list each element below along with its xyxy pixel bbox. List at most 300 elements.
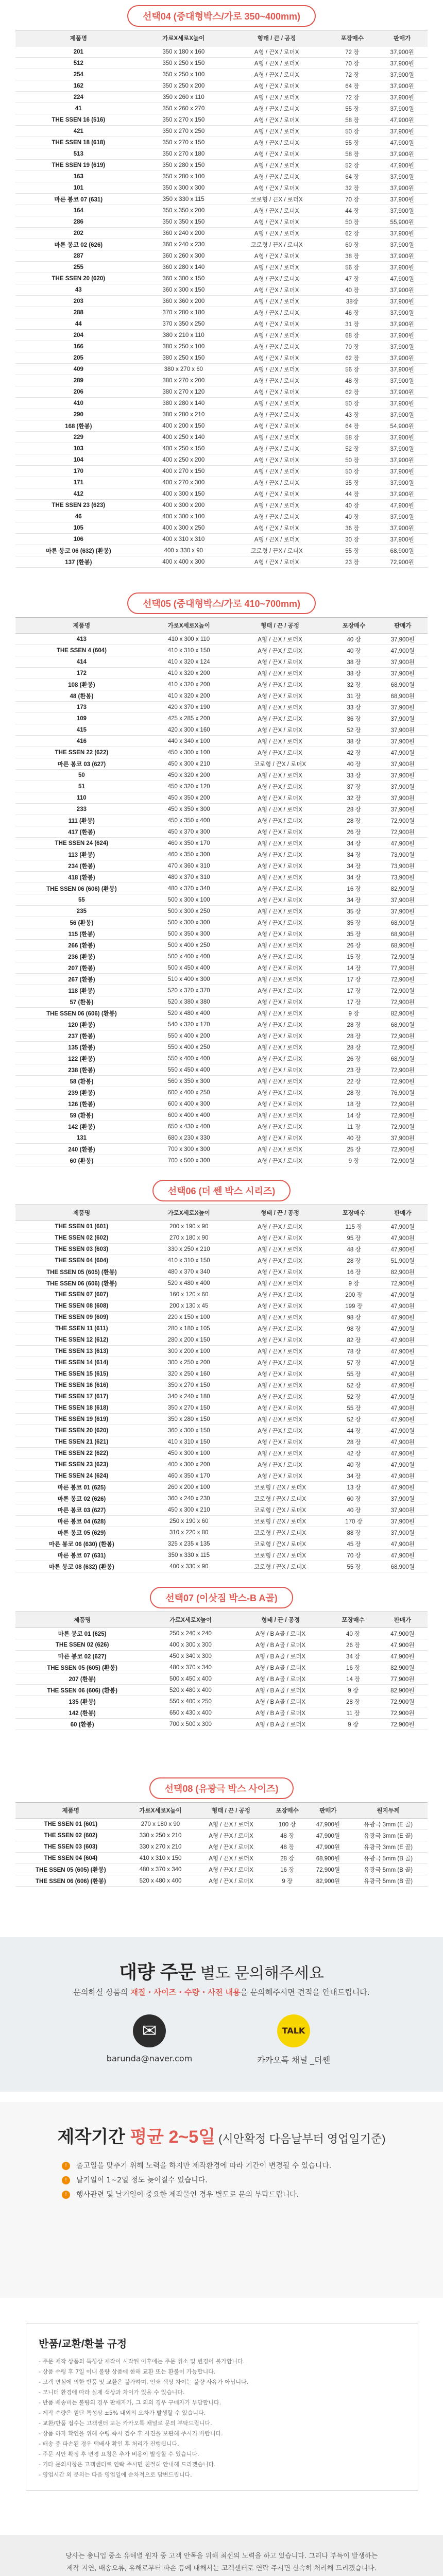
table-cell: A형 / 끈X / 로더X (226, 69, 328, 80)
table-cell: 70 장 (330, 1550, 378, 1561)
table-row (15, 1255, 428, 1266)
policy-line: - 주문 시안 확정 후 변경 요청은 추가 비용이 발생할 수 있습니다. (39, 2451, 199, 2458)
table-cell: 60 장 (328, 239, 377, 250)
product-name-cell: THE SSEN 19 (619) (15, 160, 142, 171)
table-cell: 460 x 350 x 170 (148, 838, 230, 849)
product-name-cell: 233 (15, 804, 148, 815)
table-cell: 340 x 240 x 180 (148, 1391, 230, 1402)
table-row (15, 80, 428, 92)
table-cell: 450 x 350 x 200 (148, 792, 230, 804)
table-cell: 420 x 370 x 190 (148, 702, 230, 713)
table-section-04 (0, 0, 443, 566)
footer-text (0, 2550, 443, 2576)
table-cell: 72,900원 (378, 1098, 428, 1110)
product-name-cell: 173 (15, 702, 148, 713)
table-cell: 350 x 250 x 150 (142, 58, 226, 69)
table-cell: 78 장 (330, 1346, 378, 1357)
column-header: 제품명 (15, 618, 148, 634)
table-cell: 37,900원 (377, 126, 428, 137)
column-header: 판매가 (378, 1205, 428, 1221)
table-row (15, 838, 428, 849)
table-cell: 52 장 (328, 443, 377, 454)
table-cell: A형 / 끈X / 로더X (226, 228, 328, 239)
table-cell: 35 장 (328, 477, 377, 488)
table-cell: 410 x 320 x 124 (148, 656, 230, 668)
product-name-cell: 287 (15, 250, 142, 262)
table-row (15, 1841, 428, 1853)
table-cell: 40 장 (329, 1628, 378, 1639)
note-text: 행사관련 및 날기일이 중요한 제작물인 경우 별도로 문의 부탁드립니다. (76, 2191, 299, 2199)
table-row (15, 860, 428, 872)
table-header-row (15, 1803, 428, 1819)
table-cell: 56 장 (328, 262, 377, 273)
table-row (15, 1053, 428, 1064)
table-row (15, 1425, 428, 1436)
product-name-cell: THE SSEN 16 (516) (15, 114, 142, 126)
table-cell: 62 장 (328, 228, 377, 239)
table-row (15, 92, 428, 103)
table-section-08 (0, 1772, 443, 1885)
table-cell: 400 x 300 x 200 (142, 500, 226, 511)
table-cell: A형 / 끈X / 로더X (226, 273, 328, 284)
note-text: 출고일을 맞추기 위해 노력을 하지만 제작환경에 따라 기간이 변경될 수 있습니다. (76, 2162, 332, 2170)
table-cell: 31 장 (328, 318, 377, 330)
table-cell: 60 장 (330, 1493, 378, 1504)
footer-line: 당사는 총니업 중소 유해별 원자 중 고객 안목을 위해 최선의 노력을 하고 있습니다. 그러나 부득이 발생하는 (65, 2552, 378, 2560)
table-cell: 47,900원 (378, 1550, 428, 1561)
table-row (15, 250, 428, 262)
table-cell: 400 x 270 x 150 (142, 466, 226, 477)
table-cell: 36 장 (330, 713, 378, 724)
table-row (15, 1853, 428, 1864)
table-cell: A형 / 끈X / 로더X (230, 883, 330, 894)
table-row (15, 1696, 428, 1707)
table-cell: 47,900원 (378, 1221, 428, 1232)
table-cell: A형 / 끈X / 로더X (230, 951, 330, 962)
section-title-pill: 선택07 (이삿짐 박스-B A골) (150, 1587, 293, 1608)
table-cell: A형 / 끈X / 로더X (230, 906, 330, 917)
table-cell: 26 장 (330, 940, 378, 951)
table-row (15, 1312, 428, 1323)
table-cell: A형 / 끈X / 로더X (230, 702, 330, 713)
table-cell: 360 x 240 x 230 (142, 239, 226, 250)
table-cell: A형 / 끈X / 로더X (230, 679, 330, 690)
table-cell: 52 장 (330, 1380, 378, 1391)
table-cell: 28 장 (330, 1087, 378, 1098)
table-cell: A형 / B A골 / 로더X (232, 1696, 329, 1707)
bulk-order-banner (0, 1937, 443, 2092)
table-cell: 37,900원 (378, 702, 428, 713)
table-cell: 37,900원 (377, 239, 428, 250)
table-cell: 72,900원 (378, 1144, 428, 1155)
table-cell: 코로형 / 끈X / 로더X (230, 1538, 330, 1550)
policy-line: - 상품 수령 후 7일 이내 불량 상품에 한해 교환 또는 환불이 가능합니다. (39, 2368, 216, 2375)
table-cell: 37,900원 (378, 906, 428, 917)
table-row (15, 1232, 428, 1244)
table-cell: 37,900원 (378, 724, 428, 736)
table-row (15, 758, 428, 770)
table-cell: 550 x 400 x 250 (148, 1042, 230, 1053)
product-name-cell: THE SSEN 09 (609) (15, 1312, 148, 1323)
table-cell: 55 장 (328, 545, 377, 556)
table-cell: 82,900원 (308, 1875, 349, 1887)
table-cell: 500 x 450 x 400 (149, 1673, 232, 1685)
table-cell: 520 x 480 x 400 (148, 1008, 230, 1019)
table-row (15, 1042, 428, 1053)
table-cell: A형 / B A골 / 로더X (232, 1707, 329, 1719)
period-notes (62, 2159, 391, 2202)
product-name-cell: THE SSEN 16 (616) (15, 1380, 148, 1391)
table-cell: 9 장 (329, 1685, 378, 1696)
table-cell: A형 / 끈X / 로더X (230, 838, 330, 849)
product-name-cell: 마른 봉코 02 (626) (15, 239, 142, 250)
table-cell: 47,900원 (377, 160, 428, 171)
table-cell: 47,900원 (377, 114, 428, 126)
table-cell: 코로형 / 끈X / 로더X (226, 194, 328, 205)
table-cell: 37,900원 (378, 668, 428, 679)
table-cell: A형 / 끈X / 로더X (230, 1221, 330, 1232)
table-cell: 425 x 285 x 200 (148, 713, 230, 724)
table-cell: 300 x 250 x 200 (148, 1357, 230, 1368)
table-cell: 37,900원 (377, 454, 428, 466)
table-cell: 47,900원 (378, 1289, 428, 1300)
email-address[interactable]: barunda@naver.com (106, 2054, 193, 2063)
email-contact[interactable] (72, 2014, 227, 2063)
table-cell: 360 x 360 x 200 (142, 296, 226, 307)
product-name-cell: 409 (15, 364, 142, 375)
table-cell: 37,900원 (377, 250, 428, 262)
table-row (15, 1719, 428, 1730)
product-name-cell: THE SSEN 05 (605) (환봉) (15, 1864, 126, 1875)
table-cell: 68,900원 (378, 690, 428, 702)
product-name-cell: 55 (15, 894, 148, 906)
product-table (15, 1802, 428, 1887)
table-cell: 350 x 270 x 150 (142, 114, 226, 126)
desc-highlight: 재질 · 사이즈 · 수량 · 사전 내용 (130, 1988, 241, 1997)
table-row (15, 1368, 428, 1380)
table-row (15, 815, 428, 826)
product-name-cell: 마른 봉코 02 (627) (15, 1651, 149, 1662)
table-cell: 28 장 (330, 804, 378, 815)
table-cell: A형 / B A골 / 로더X (232, 1628, 329, 1639)
table-cell: A형 / 끈X / 로더X (230, 1312, 330, 1323)
table-cell: 77,900원 (378, 1673, 428, 1685)
table-cell: 44 장 (328, 488, 377, 500)
table-cell: 410 x 310 x 150 (148, 645, 230, 656)
table-cell: 450 x 320 x 200 (148, 770, 230, 781)
table-cell: 70 장 (328, 58, 377, 69)
product-name-cell: 164 (15, 205, 142, 216)
column-header: 형태 / 끈 / 공정 (195, 1803, 267, 1819)
table-cell: A형 / 끈X / 로더X (230, 690, 330, 702)
table-cell: A형 / 끈X / 로더X (230, 1232, 330, 1244)
desc-text: 문의하실 상품의 (73, 1988, 131, 1997)
table-cell: 40 장 (330, 758, 378, 770)
product-name-cell: 126 (환봉) (15, 1098, 148, 1110)
table-cell: A형 / 끈X / 로더X (226, 58, 328, 69)
table-row (15, 1064, 428, 1076)
table-cell: 38 장 (330, 736, 378, 747)
table-cell: A형 / 끈X / 로더X (230, 1030, 330, 1042)
table-cell: 550 x 400 x 200 (148, 1030, 230, 1042)
table-cell: 37,900원 (378, 1516, 428, 1527)
table-cell: 28 장 (267, 1853, 308, 1864)
table-cell: 11 장 (330, 1121, 378, 1132)
product-name-cell: 170 (15, 466, 142, 477)
period-note (62, 2173, 391, 2188)
table-cell: 47,900원 (377, 273, 428, 284)
table-cell: A형 / 끈X / 로더X (226, 341, 328, 352)
table-cell: 510 x 400 x 300 (148, 974, 230, 985)
table-cell: 37,900원 (378, 634, 428, 645)
table-cell: 42 장 (330, 1448, 378, 1459)
table-cell: 37 장 (330, 781, 378, 792)
product-name-cell: 57 (환봉) (15, 996, 148, 1008)
table-cell: 47,900원 (378, 1651, 428, 1662)
product-name-cell: THE SSEN 23 (623) (15, 500, 142, 511)
table-cell: 57 장 (330, 1357, 378, 1368)
table-cell: 200 x 190 x 90 (148, 1221, 230, 1232)
table-row (15, 747, 428, 758)
table-cell: A형 / 끈X / 로더X (230, 1042, 330, 1053)
table-cell: 코로형 / 끈X / 로더X (230, 1493, 330, 1504)
table-cell: 38 장 (330, 656, 378, 668)
table-cell: 32 장 (330, 679, 378, 690)
table-cell: 37,900원 (377, 398, 428, 409)
column-header: 판매가 (308, 1803, 349, 1819)
product-table (15, 617, 428, 1166)
table-row (15, 398, 428, 409)
table-cell: 47,900원 (378, 1538, 428, 1550)
table-row (15, 103, 428, 114)
table-cell: 14 장 (330, 1110, 378, 1121)
table-cell: A형 / 끈X / 로더X (230, 1470, 330, 1482)
product-name-cell: THE SSEN 24 (624) (15, 838, 148, 849)
table-cell: 68,900원 (378, 679, 428, 690)
table-cell: A형 / 끈X / 로더X (226, 182, 328, 194)
table-cell: 47,900원 (378, 747, 428, 758)
table-cell: A형 / 끈X / 로더X (230, 1132, 330, 1144)
product-name-cell: 418 (환봉) (15, 872, 148, 883)
table-cell: 코로형 / 끈X / 로더X (230, 1504, 330, 1516)
table-row (15, 1448, 428, 1459)
table-cell: 440 x 340 x 100 (148, 736, 230, 747)
table-cell: A형 / 끈X / 로더X (230, 1300, 330, 1312)
table-cell: 유광극 5mm (B 골) (349, 1875, 428, 1887)
table-cell: 500 x 400 x 400 (148, 951, 230, 962)
table-cell: A형 / 끈X / 로더X (230, 1436, 330, 1448)
table-cell: 47,900원 (378, 1380, 428, 1391)
table-cell: 코로형 / 끈X / 로더X (230, 1482, 330, 1493)
table-cell: 72,900원 (378, 1030, 428, 1042)
product-name-cell: THE SSEN 06 (606) (환봉) (15, 1685, 149, 1696)
table-cell: A형 / 끈X / 로더X (226, 46, 328, 58)
product-name-cell: 412 (15, 488, 142, 500)
table-cell: 62 장 (328, 352, 377, 364)
column-header: 포장매수 (330, 1205, 378, 1221)
table-cell: 38 장 (330, 668, 378, 679)
column-header: 가로X세로X높이 (148, 618, 230, 634)
product-name-cell: 48 (환봉) (15, 690, 148, 702)
table-cell: 480 x 370 x 340 (148, 883, 230, 894)
table-row (15, 171, 428, 182)
table-cell: 18 장 (330, 1098, 378, 1110)
table-cell: A형 / 끈X / 로더X (230, 645, 330, 656)
table-cell: 34 장 (330, 1470, 378, 1482)
table-cell: 50 장 (328, 216, 377, 228)
table-cell: 550 x 400 x 400 (148, 1053, 230, 1064)
table-cell: A형 / 끈X / 로더X (230, 996, 330, 1008)
table-cell: A형 / 끈X / 로더X (226, 534, 328, 545)
table-cell: 82 장 (330, 1334, 378, 1346)
table-row (15, 1493, 428, 1504)
product-name-cell: 172 (15, 668, 148, 679)
table-cell: 9 장 (330, 1278, 378, 1289)
table-cell: 37,900원 (377, 318, 428, 330)
table-cell: A형 / 끈X / 로더X (230, 713, 330, 724)
table-cell: 73,900원 (378, 872, 428, 883)
table-cell: 37,900원 (378, 1504, 428, 1516)
table-row (15, 1334, 428, 1346)
table-cell: 28 장 (330, 1042, 378, 1053)
table-cell: 37,900원 (378, 770, 428, 781)
product-name-cell: 234 (환봉) (15, 860, 148, 872)
table-cell: 16 장 (267, 1864, 308, 1875)
table-cell: 72,900원 (378, 996, 428, 1008)
product-name-cell: 421 (15, 126, 142, 137)
table-cell: 50 장 (328, 398, 377, 409)
product-name-cell: 113 (환봉) (15, 849, 148, 860)
table-cell: A형 / 끈X / 로더X (230, 917, 330, 928)
table-cell: A형 / 끈X / 로더X (226, 114, 328, 126)
table-cell: 70 장 (328, 341, 377, 352)
table-cell: 400 x 310 x 310 (142, 534, 226, 545)
table-cell: 44 장 (328, 205, 377, 216)
table-row (15, 1346, 428, 1357)
table-cell: 64 장 (328, 80, 377, 92)
table-cell: A형 / 끈X / 로더X (226, 216, 328, 228)
table-cell: 58 장 (328, 114, 377, 126)
table-row (15, 690, 428, 702)
product-name-cell: THE SSEN 02 (626) (15, 1639, 149, 1651)
table-cell: 280 x 180 x 105 (148, 1323, 230, 1334)
table-row (15, 126, 428, 137)
table-cell: A형 / 끈X / 로더X (230, 1155, 330, 1166)
table-cell: A형 / 끈X / 로더X (230, 792, 330, 804)
table-row (15, 1391, 428, 1402)
table-cell: 500 x 300 x 250 (148, 906, 230, 917)
table-cell: 코로형 / 끈X / 로더X (230, 1527, 330, 1538)
table-cell: 37,900원 (377, 364, 428, 375)
kakao-channel[interactable]: 카카오톡 채널 _더쎈 (257, 2055, 330, 2065)
table-cell: 유광극 3mm (E 골) (349, 1830, 428, 1841)
product-name-cell: 43 (15, 284, 142, 296)
table-cell: 72,900원 (378, 1121, 428, 1132)
table-cell: 37,900원 (377, 522, 428, 534)
product-name-cell: THE SSEN 05 (605) (환봉) (15, 1662, 149, 1673)
table-cell: A형 / 끈X / 로더X (230, 1380, 330, 1391)
table-row (15, 974, 428, 985)
table-cell: 47,900원 (378, 1391, 428, 1402)
table-cell: A형 / 끈X / 로더X (226, 420, 328, 432)
table-cell: A형 / 끈X / 로더X (230, 872, 330, 883)
table-cell: 400 x 330 x 90 (148, 1561, 230, 1572)
table-cell: 350 x 350 x 150 (142, 216, 226, 228)
table-cell: 650 x 430 x 400 (149, 1707, 232, 1719)
product-name-cell: 240 (환봉) (15, 1144, 148, 1155)
table-row (15, 1289, 428, 1300)
product-name-cell: 135 (환봉) (15, 1042, 148, 1053)
table-cell: 48 장 (330, 1244, 378, 1255)
table-cell: A형 / 끈X / 로더X (230, 928, 330, 940)
section-header (0, 1772, 443, 1801)
table-cell: 350 x 350 x 200 (142, 205, 226, 216)
table-cell: 700 x 500 x 300 (149, 1719, 232, 1730)
table-cell: 16 장 (330, 1266, 378, 1278)
table-cell: A형 / 끈X / 로더X (226, 80, 328, 92)
table-cell: 40 장 (328, 500, 377, 511)
table-cell: 73,900원 (378, 849, 428, 860)
table-cell: 42 장 (330, 747, 378, 758)
table-cell: 37,900원 (377, 46, 428, 58)
product-name-cell: THE SSEN 23 (623) (15, 1459, 148, 1470)
product-name-cell: 51 (15, 781, 148, 792)
product-table (15, 1205, 428, 1572)
table-cell: 350 x 260 x 270 (142, 103, 226, 114)
product-name-cell: 204 (15, 330, 142, 341)
product-name-cell: THE SSEN 18 (618) (15, 137, 142, 148)
table-cell: 16 장 (330, 883, 378, 894)
table-cell: 47,900원 (377, 500, 428, 511)
table-row (15, 454, 428, 466)
product-name-cell: 229 (15, 432, 142, 443)
table-cell: 280 x 200 x 150 (148, 1334, 230, 1346)
table-cell: 72,900원 (378, 1719, 428, 1730)
table-cell: A형 / 끈X / 로더X (226, 126, 328, 137)
table-row (15, 488, 428, 500)
kakao-contact[interactable] (216, 2014, 371, 2065)
table-cell: 32 장 (328, 182, 377, 194)
table-row (15, 58, 428, 69)
mail-icon: ✉ (133, 2014, 166, 2047)
table-cell: 500 x 400 x 250 (148, 940, 230, 951)
product-name-cell: 122 (환봉) (15, 1053, 148, 1064)
table-cell: 55 장 (328, 103, 377, 114)
table-cell: A형 / 끈X / 로더X (230, 736, 330, 747)
table-cell: 540 x 320 x 170 (148, 1019, 230, 1030)
table-header-row (15, 1612, 428, 1628)
column-header: 판매가 (378, 618, 428, 634)
table-row (15, 1030, 428, 1042)
table-section-06 (0, 1175, 443, 1570)
table-cell: 560 x 350 x 300 (148, 1076, 230, 1087)
table-row (15, 1639, 428, 1651)
table-row (15, 477, 428, 488)
table-cell: 37,900원 (377, 488, 428, 500)
table-cell: A형 / 끈X / 로더X (230, 1323, 330, 1334)
table-cell: 58 장 (328, 432, 377, 443)
table-cell: 37,900원 (377, 386, 428, 398)
table-cell: A형 / B A골 / 로더X (232, 1651, 329, 1662)
table-cell: 350 x 280 x 150 (142, 160, 226, 171)
table-cell: 28 장 (330, 1019, 378, 1030)
table-row (15, 420, 428, 432)
table-cell: 50 장 (328, 126, 377, 137)
table-cell: 37,900원 (377, 262, 428, 273)
table-cell: 460 x 350 x 300 (148, 849, 230, 860)
table-cell: 360 x 300 x 150 (142, 284, 226, 296)
table-cell: 37,900원 (378, 736, 428, 747)
